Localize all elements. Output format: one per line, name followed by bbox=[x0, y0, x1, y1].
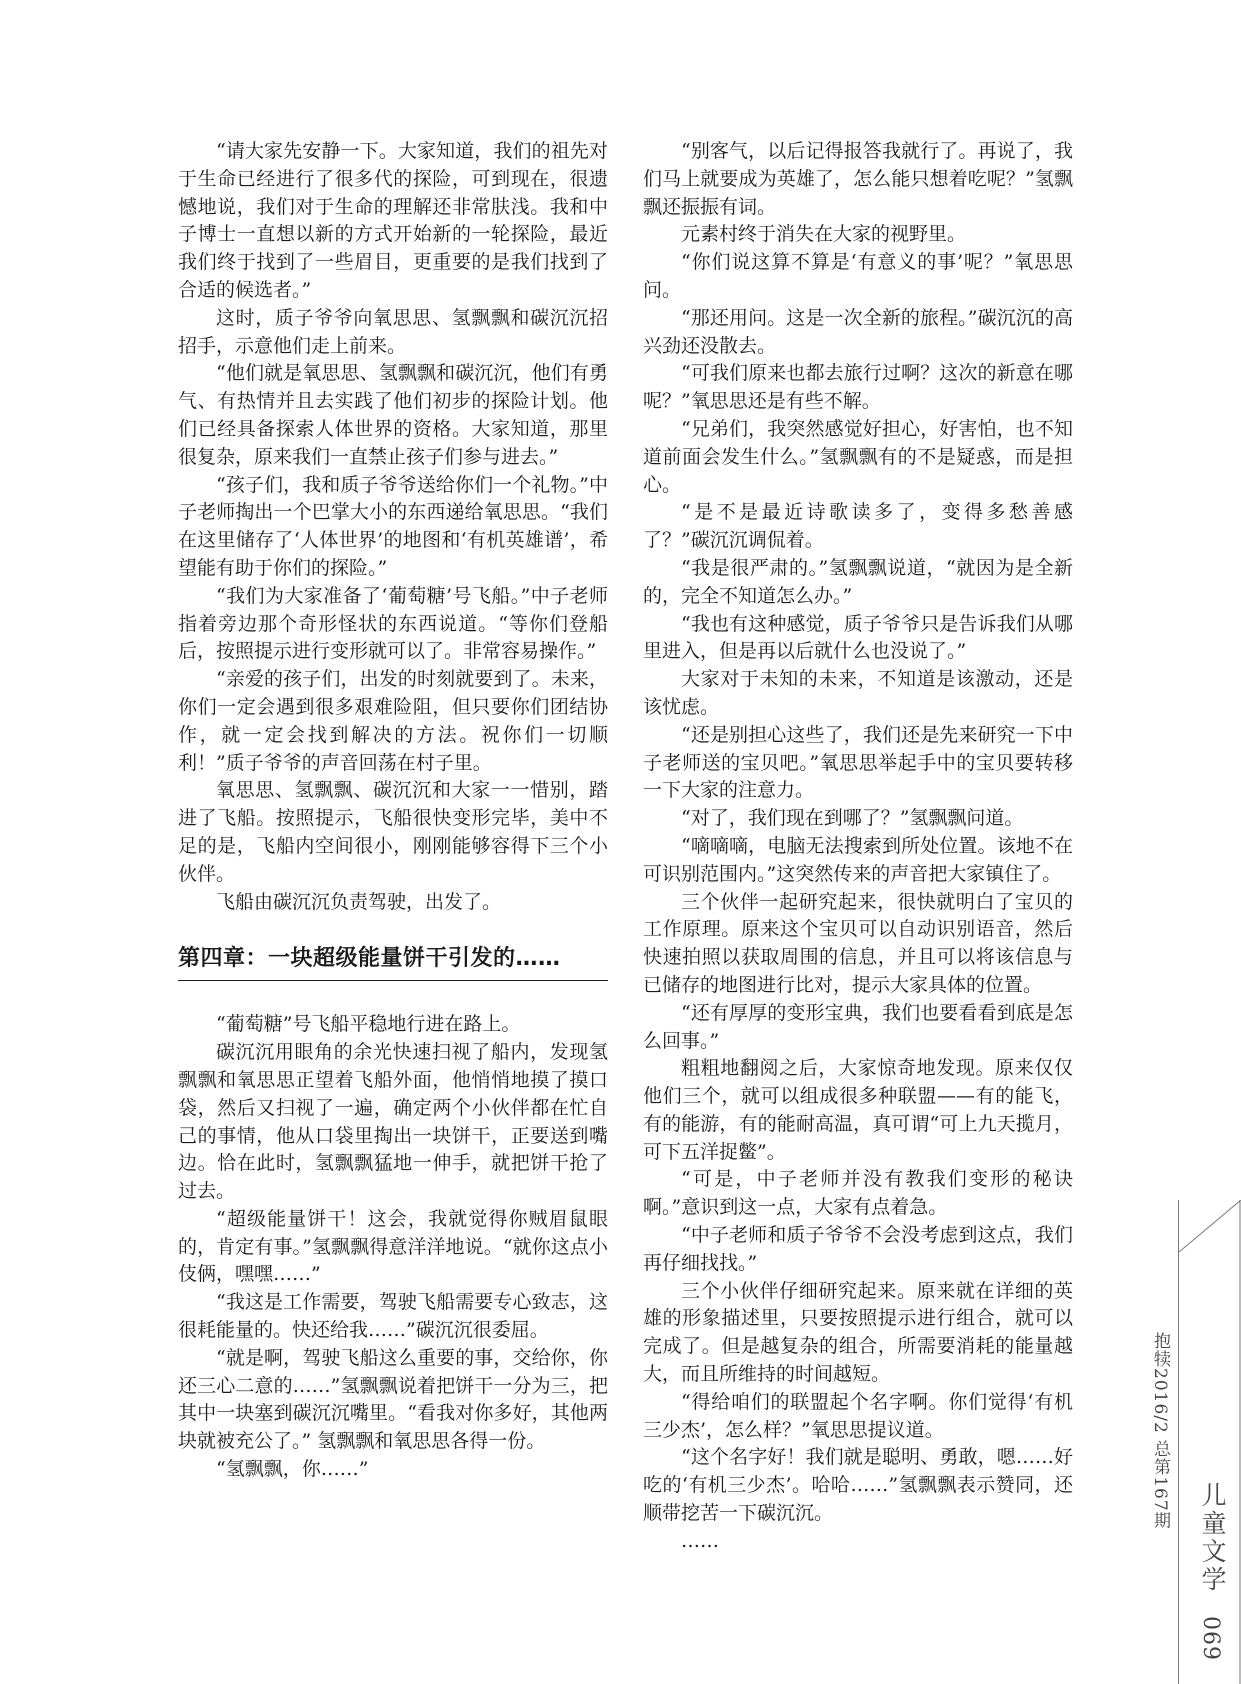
paragraph: “你们说这算不算是‘有意义的事’呢？”氧思思问。 bbox=[643, 251, 1073, 301]
side-divider bbox=[1178, 1200, 1179, 1684]
paragraph: 飞船由碳沉沉负责驾驶，出发了。 bbox=[216, 890, 502, 913]
paragraph: “那还用问。这是一次全新的旅程。”碳沉沉的高兴劲还没散去。 bbox=[643, 306, 1073, 357]
paragraph: …… bbox=[681, 1529, 719, 1552]
paragraph: “请大家先安静一下。大家知道，我们的祖先对于生命已经进行了很多代的探险，可到现在，很遗憾地说，我们对于生命的理解还非常肤浅。我和中子博士一直想以新的方式开始新的一轮探险，最近我们终于找到了一些眉目，更重要的是我们找到了合适的候选者。” bbox=[178, 140, 608, 301]
paragraph: “对了，我们现在到哪了？”氢飘飘问道。 bbox=[681, 807, 1024, 830]
paragraph: “这个名字好！我们就是聪明、勇敢，嗯……好吃的‘有机三少杰’。哈哈……”氢飘飘表示赞同，还顺带挖苦一下碳沉沉。 bbox=[643, 1446, 1073, 1525]
paragraph: “葡萄糖”号飞船平稳地行进在路上。 bbox=[216, 1013, 521, 1036]
paragraph: “得给咱们的联盟起个名字啊。你们觉得‘有机三少杰’，怎么样？”氧思思提议道。 bbox=[643, 1390, 1073, 1441]
paragraph: “还有厚厚的变形宝典，我们也要看看到底是怎么回事。” bbox=[643, 1001, 1073, 1052]
paragraph: “氢飘飘，你……” bbox=[216, 1458, 369, 1481]
paragraph: “别客气，以后记得报答我就行了。再说了，我们马上就要成为英雄了，怎么能只想着吃呢？”氢飘飘还振振有词。 bbox=[643, 140, 1073, 218]
paragraph: 大家对于未知的未来，不知道是该激动，还是该忧虑。 bbox=[643, 668, 1073, 718]
left-column bbox=[178, 138, 608, 1484]
paragraph: “我们为大家准备了‘葡萄糖’号飞船。”中子老师指着旁边那个奇形怪状的东西说道。“等你们登船后，按照提示进行变形就可以了。非常容易操作。” bbox=[178, 584, 608, 663]
paragraph: “可我们原来也都去旅行过啊？这次的新意在哪呢？”氧思思还是有些不解。 bbox=[643, 362, 1073, 413]
page-number: 069 bbox=[1198, 1616, 1223, 1661]
paragraph: 这时，质子爷爷向氧思思、氢飘飘和碳沉沉招招手，示意他们走上前来。 bbox=[178, 306, 608, 357]
paragraph: 粗粗地翻阅之后，大家惊奇地发现。原来仅仅他们三个，就可以组成很多种联盟——有的能飞，有的能游，有的能耐高温，真可谓“可上九天揽月，可下五洋捉鳖”。 bbox=[643, 1057, 1073, 1163]
paragraph: 三个小伙伴仔细研究起来。原来就在详细的英雄的形象描述里，只要按照提示进行组合，就可以完成了。但是越复杂的组合，所需要消耗的能量越大，而且所维持的时间越短。 bbox=[643, 1279, 1073, 1386]
paragraph: “兄弟们，我突然感觉好担心，好害怕，也不知道前面会发生什么。”氢飘飘有的不是疑惑，而是担心。 bbox=[643, 417, 1073, 496]
right-column bbox=[643, 138, 1073, 1556]
paragraph: “我也有这种感觉，质子爷爷只是告诉我们从哪里进入，但是再以后就什么也没说了。” bbox=[643, 612, 1073, 663]
paragraph: 氧思思、氢飘飘、碳沉沉和大家一一惜别，踏进了飞船。按照提示，飞船很快变形完毕，美中不足的是，飞船内空间很小，刚刚能够容得下三个小伙伴。 bbox=[178, 779, 608, 885]
right-paragraphs bbox=[643, 138, 1073, 1556]
left-paragraphs-before bbox=[178, 138, 608, 916]
paragraph: “嘀嘀嘀，电脑无法搜索到所处位置。该地不在可识别范围内。”这突然传来的声音把大家镇住了。 bbox=[643, 834, 1073, 885]
paragraph: “我是很严肃的。”氢飘飘说道，“就因为是全新的，完全不知道怎么办。” bbox=[643, 556, 1073, 607]
paragraph: “我这是工作需要，驾驶飞船需要专心致志，这很耗能量的。快还给我……”碳沉沉很委屈。 bbox=[178, 1291, 608, 1342]
paragraph: “亲爱的孩子们，出发的时刻就要到了。未来，你们一定会遇到很多艰难险阻，但只要你们团结协作，就一定会找到解决的方法。祝你们一切顺利！”质子爷爷的声音回荡在村子里。 bbox=[178, 668, 608, 774]
paragraph: 碳沉沉用眼角的余光快速扫视了船内，发现氢飘飘和氧思思正望着飞船外面，他悄悄地摸了摸口袋，然后又扫视了一遍，确定两个小伙伴都在忙自己的事情，他从口袋里掏出一块饼干，正要送到嘴边。恰在此时，氢飘飘猛地一伸手，就把饼干抢了过去。 bbox=[178, 1041, 608, 1203]
tab-outline bbox=[1179, 1200, 1241, 1684]
paragraph: “中子老师和质子爷爷不会没考虑到这点，我们再仔细找找。” bbox=[643, 1224, 1073, 1274]
paragraph: “是不是最近诗歌读多了，变得多愁善感了？”碳沉沉调侃着。 bbox=[643, 501, 1073, 552]
paragraph: “还是别担心这些了，我们还是先来研究一下中子老师送的宝贝吧。”氧思思举起手中的宝贝要转移一下大家的注意力。 bbox=[643, 723, 1073, 802]
paragraph: 元素村终于消失在大家的视野里。 bbox=[681, 223, 967, 246]
paragraph: “就是啊，驾驶飞船这么重要的事，交给你，你还三心二意的……”氢飘飘说着把饼干一分为三，把其中一块塞到碳沉沉嘴里。“看我对你多好，其他两块就被充公了。” 氢飘飘和氧思思各得一份。 bbox=[178, 1346, 608, 1453]
paragraph: “超级能量饼干！这会，我就觉得你贼眉鼠眼的，肯定有事。”氢飘飘得意洋洋地说。“就你这点小伎俩，嘿嘿……” bbox=[178, 1207, 608, 1286]
left-paragraphs-after bbox=[178, 1011, 608, 1484]
magazine-name: 儿童文学 bbox=[1198, 1482, 1227, 1594]
paragraph: “可是，中子老师并没有教我们变形的秘诀啊。”意识到这一点，大家有点着急。 bbox=[643, 1168, 1073, 1219]
paragraph: “孩子们，我和质子爷爷送给你们一个礼物。”中子老师掏出一个巴掌大小的东西递给氧思思。“我们在这里储存了‘人体世界’的地图和‘有机英雄谱’，希望能有助于你们的探险。” bbox=[178, 473, 608, 579]
chapter-title: 第四章：一块超级能量饼干引发的…… bbox=[178, 944, 608, 981]
issue-info: 抱犊2016/2 总第167期 bbox=[1150, 1332, 1170, 1530]
side-tab bbox=[1142, 1200, 1241, 1684]
paragraph: 三个伙伴一起研究起来，很快就明白了宝贝的工作原理。原来这个宝贝可以自动识别语音，然后快速拍照以获取周围的信息，并且可以将该信息与已储存的地图进行比对，提示大家具体的位置。 bbox=[643, 890, 1073, 996]
paragraph: “他们就是氧思思、氢飘飘和碳沉沉，他们有勇气、有热情并且去实践了他们初步的探险计划。他们已经具备探索人体世界的资格。大家知道，那里很复杂，原来我们一直禁止孩子们参与进去。” bbox=[178, 362, 608, 468]
